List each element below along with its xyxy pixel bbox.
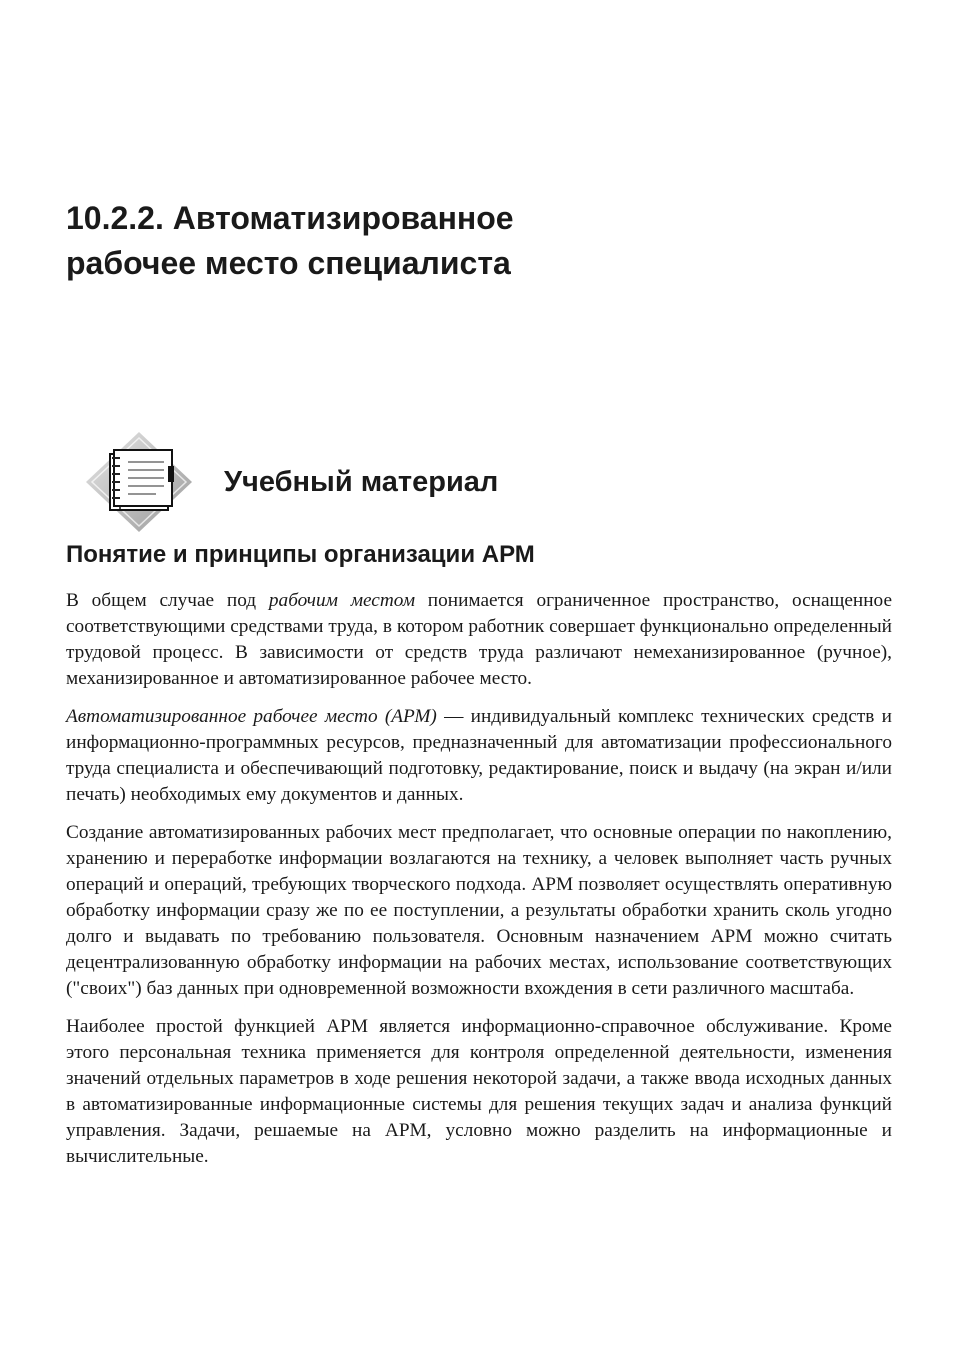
paragraph-2-text: — индивидуальный комплекс технических средств и информационно-программных ресурсов, предназначенный для автоматизации профессионального труда специалиста и обеспечивающий подготовку, редактирование, поиск и выдачу (на экран и/или печать) необходимых ему документов и данных. [66,706,892,805]
subsection-heading: Понятие и принципы организации АРМ [66,541,535,568]
term-arm: Автоматизированное рабочее место (АРМ) [66,706,437,727]
study-material-label: Учебный материал [224,466,499,498]
section-title-line-2: рабочее место специалиста [66,245,511,281]
paragraph-1 [66,588,892,692]
paragraph-1-text-start: В общем случае под [66,590,269,611]
body-text [66,588,892,1182]
paragraph-2 [66,704,892,808]
study-material-header [86,432,886,532]
term-workplace: рабочим местом [268,590,416,611]
section-title-line-1: 10.2.2. Автоматизированное [66,200,514,236]
section-title [66,196,906,286]
paragraph-4: Наиболее простой функцией АРМ является информационно-справочное обслуживание. Кроме этого персональная техника применяется для контроля определенной деятельности, изменения значений отдельных параметров в ходе решения некоторой задачи, а также ввода исходных данных в автоматизированные информационные системы для решения текущих задач и анализа функций управления. Задачи, решаемые на АРМ, условно можно разделить на информационные и вычислительные. [66,1016,892,1167]
paragraph-1-text-end: понимается ограниченное пространство, оснащенное соответствующими средствами труда, в котором работник совершает функционально определенный трудовой процесс. В зависимости от средств труда различают немеханизированное (ручное), механизированное и автоматизированное рабочее место. [66,590,892,689]
paragraph-3: Создание автоматизированных рабочих мест предполагает, что основные операции по накоплению, хранению и переработке информации возлагаются на технику, а человек выполняет часть ручных операций и операций, требующих творческого подхода. АРМ позволяет осуществлять оперативную обработку информации сразу же по ее поступлении, а результаты обработки хранить сколь угодно долго и выдавать по требованию пользователя. Основным назначением АРМ можно считать децентрализованную обработку информации на рабочих местах, использование соответствующих ("своих") баз данных при одновременной возможности вхождения в сети различного масштаба. [66,822,892,999]
open-book-diamond-icon [86,432,192,532]
